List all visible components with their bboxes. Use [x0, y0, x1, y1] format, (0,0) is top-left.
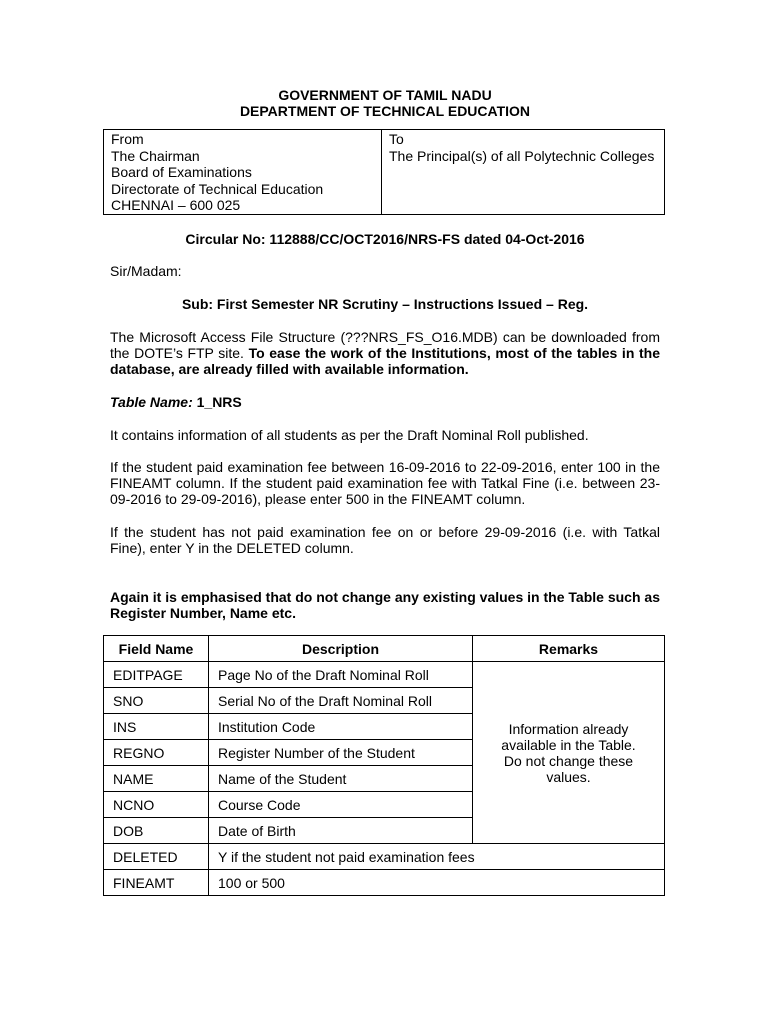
fee-paragraph: If the student paid examination fee between 16-09-2016 to 22-09-2016, enter 100 in the FINEAMT column. If the student paid examination fee with Tatkal Fine (i.e. between 23-09-2016 to 29-09-2016), please enter 500 in the FINEAMT column. [110, 459, 660, 507]
remarks-line: Do not change these [503, 752, 634, 769]
description-cell: Institution Code [209, 714, 473, 740]
field-name-cell: SNO [104, 688, 209, 714]
remarks-line: values. [546, 768, 591, 785]
field-name-cell: FINEAMT [104, 870, 209, 896]
from-line: Board of Examinations [111, 164, 252, 180]
info-paragraph: It contains information of all students as per the Draft Nominal Roll published. [110, 427, 589, 443]
remarks-line: Information already [508, 720, 629, 737]
remarks-line: available in the Table. [501, 736, 636, 753]
intro-text: The Microsoft Access File Structure (???NRS_FS_O16.MDB) can be downloaded from the DOTE’s FTP site. [110, 329, 660, 361]
field-name-cell: DOB [104, 818, 209, 844]
field-name-cell: EDITPAGE [104, 662, 209, 688]
description-cell: 100 or 500 [209, 870, 665, 896]
emphasis-paragraph: Again it is emphasised that do not change any existing values in the Table such as Register Number, Name etc. [110, 589, 660, 621]
table-row [104, 844, 665, 870]
description-cell: Name of the Student [209, 766, 473, 792]
field-name-cell: REGNO [104, 740, 209, 766]
description-cell: Y if the student not paid examination fees [209, 844, 665, 870]
fields-table [103, 635, 665, 896]
header-government: GOVERNMENT OF TAMIL NADU [278, 87, 492, 103]
description-cell: Course Code [209, 792, 473, 818]
description-cell: Date of Birth [209, 818, 473, 844]
description-cell: Register Number of the Student [209, 740, 473, 766]
to-cell [382, 130, 665, 215]
circular-number: Circular No: 112888/CC/OCT2016/NRS-FS dated 04-Oct-2016 [185, 231, 585, 247]
table-name-line [110, 394, 660, 410]
field-name-cell: INS [104, 714, 209, 740]
salutation: Sir/Madam: [110, 263, 182, 279]
subject-line: Sub: First Semester NR Scrutiny – Instructions Issued – Reg. [181, 296, 589, 312]
description-cell: Serial No of the Draft Nominal Roll [209, 688, 473, 714]
header-field-name: Field Name [104, 636, 209, 662]
table-row [104, 870, 665, 896]
table-name-value: 1_NRS [196, 394, 242, 410]
remarks-cell [473, 662, 665, 844]
from-cell [104, 130, 382, 215]
from-line: CHENNAI – 600 025 [111, 197, 241, 213]
header-description: Description [209, 636, 473, 662]
table-name-label: Table Name: [110, 394, 193, 410]
from-label: From [111, 131, 144, 147]
field-name-cell: DELETED [104, 844, 209, 870]
to-line: The Principal(s) of all Polytechnic Colleges [389, 147, 655, 164]
to-label: To [389, 131, 404, 147]
header-remarks: Remarks [473, 636, 665, 662]
table-header-row [104, 636, 665, 662]
field-name-cell: NCNO [104, 792, 209, 818]
table-row [104, 662, 665, 688]
description-cell: Page No of the Draft Nominal Roll [209, 662, 473, 688]
from-line: The Chairman [111, 147, 200, 164]
intro-bold-text: To ease the work of the Institutions, most of the tables in the database, are already filled with available information. [110, 345, 660, 377]
from-line: Directorate of Technical Education [111, 180, 324, 197]
field-name-cell: NAME [104, 766, 209, 792]
intro-paragraph [110, 329, 660, 377]
header-department: DEPARTMENT OF TECHNICAL EDUCATION [239, 103, 531, 119]
deleted-paragraph: If the student has not paid examination fee on or before 29-09-2016 (i.e. with Tatkal Fine), enter Y in the DELETED column. [110, 524, 660, 556]
address-table [103, 129, 665, 215]
